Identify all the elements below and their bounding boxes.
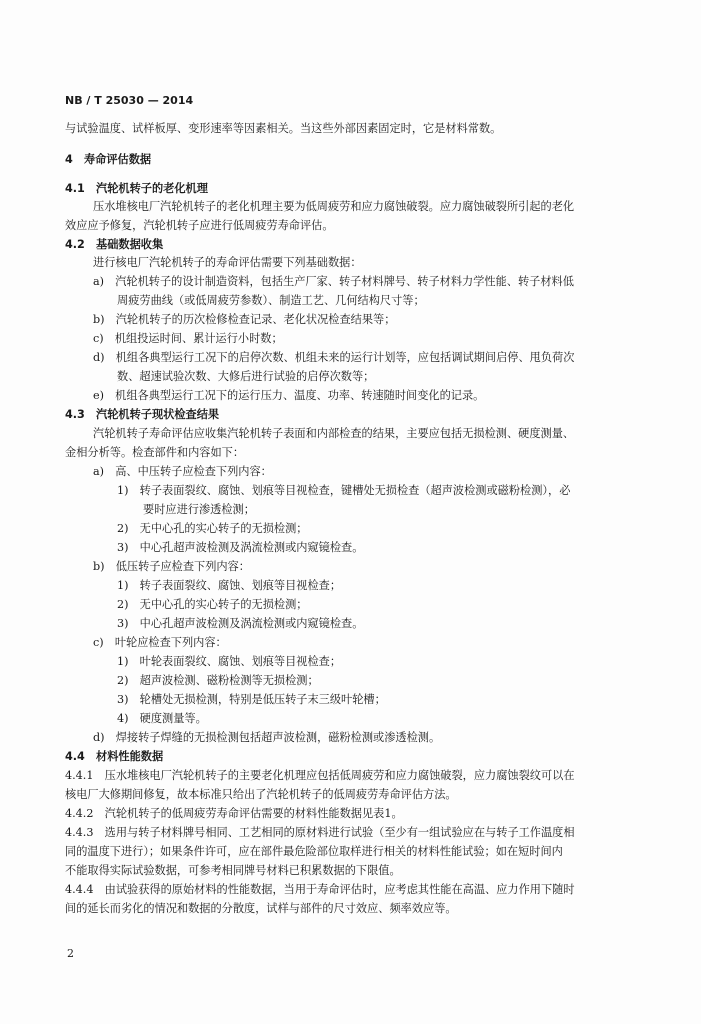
sub-list-item: 1) 转子表面裂纹、腐蚀、划痕等目视检查，键槽处无损检查（超声波检测或磁粉检测），必	[117, 484, 571, 497]
paragraph-line: 压水堆核电厂汽轮机转子的老化机理主要为低周疲劳和应力腐蚀破裂。应力腐蚀破裂所引起的老化	[93, 200, 575, 213]
list-item-continuation: 周疲劳曲线（或低周疲劳参数）、制造工艺、几何结构尺寸等；	[117, 294, 425, 307]
paragraph-line: 与试验温度、试样板厚、变形速率等因素相关。当这些外部因素固定时，它是材料常数。	[65, 122, 502, 135]
sub-list-item: 3) 中心孔超声波检测及涡流检测或内窥镜检查。	[117, 617, 364, 630]
paragraph-line: 核电厂大修期间修复，故本标准只给出了汽轮机转子的低周疲劳寿命评估方法。	[65, 788, 457, 801]
sub-list-item: 2) 无中心孔的实心转子的无损检测；	[117, 598, 308, 611]
sub-list-item: 4) 硬度测量等。	[117, 712, 207, 725]
page-number: 2	[67, 947, 74, 960]
list-item-continuation: 数、超速试验次数、大修后进行试验的启停次数等；	[117, 370, 375, 383]
clause-line: 4.4.1 压水堆核电厂汽轮机转子的主要老化机理应包括低周疲劳和应力腐蚀破裂，应力腐蚀裂纹可以在	[65, 769, 575, 782]
sub-list-item: 2) 超声波检测、磁粉检测等无损检测；	[117, 674, 319, 687]
clause-line: 4.4.3 选用与转子材料牌号相同、工艺相同的原材料进行试验（至少有一组试验应在与转子工作温度相	[65, 826, 575, 839]
sub-list-item: 1) 叶轮表面裂纹、腐蚀、划痕等目视检查；	[117, 655, 342, 668]
list-item: b) 汽轮机转子的历次检修检查记录、老化状况检查结果等；	[93, 313, 396, 326]
paragraph-line: 效应应予修复，汽轮机转子应进行低周疲劳寿命评估。	[65, 219, 334, 232]
sub-list-item: 3) 中心孔超声波检测及涡流检测或内窥镜检查。	[117, 541, 364, 554]
list-item: c) 叶轮应检查下列内容：	[93, 636, 227, 649]
sub-list-item: 2) 无中心孔的实心转子的无损检测；	[117, 522, 308, 535]
sub-list-item: 3) 轮槽处无损检测，特别是低压转子末三级叶轮槽；	[117, 693, 386, 706]
clause-line: 4.4.2 汽轮机转子的低周疲劳寿命评估需要的材料性能数据见表1。	[65, 807, 403, 820]
paragraph-line: 汽轮机转子寿命评估应收集汽轮机转子表面和内部检查的结果，主要应包括无损检测、硬度测量、	[93, 427, 575, 440]
paragraph-line: 间的延长而劣化的情况和数据的分散度，试样与部件的尺寸效应、频率效应等。	[65, 902, 457, 915]
section-heading: 4 寿命评估数据	[65, 153, 152, 166]
list-item: d) 焊接转子焊缝的无损检测包括超声波检测，磁粉检测或渗透检测。	[93, 731, 441, 744]
subsection-heading: 4.2 基础数据收集	[65, 238, 164, 251]
standard-number: NB / T 25030 — 2014	[65, 94, 194, 107]
sub-list-item-continuation: 要时应进行渗透检测；	[143, 503, 255, 516]
list-item: a) 汽轮机转子的设计制造资料，包括生产厂家、转子材料牌号、转子材料力学性能、转子材料低	[93, 275, 574, 288]
paragraph-line: 不能取得实际试验数据，可参考相同牌号材料已积累数据的下限值。	[65, 864, 401, 877]
paragraph-line: 同的温度下进行）；如果条件许可，应在部件最危险部位取样进行相关的材料性能试验；如在短时间内	[65, 845, 563, 858]
list-item: c) 机组投运时间、累计运行小时数；	[93, 332, 283, 345]
list-item: a) 高、中压转子应检查下列内容：	[93, 465, 272, 478]
clause-line: 4.4.4 由试验获得的原始材料的性能数据，当用于寿命评估时，应考虑其性能在高温、应力作用下随时	[65, 883, 575, 896]
list-item: d) 机组各典型运行工况下的启停次数、机组未来的运行计划等，应包括调试期间启停、甩负荷次	[93, 351, 575, 364]
subsection-heading: 4.1 汽轮机转子的老化机理	[65, 182, 208, 195]
sub-list-item: 1) 转子表面裂纹、腐蚀、划痕等目视检查；	[117, 579, 342, 592]
subsection-heading: 4.3 汽轮机转子现状检查结果	[65, 408, 220, 421]
subsection-heading: 4.4 材料性能数据	[65, 750, 164, 763]
paragraph-line: 金相分析等。检查部件和内容如下：	[65, 446, 245, 459]
list-item: b) 低压转子应检查下列内容：	[93, 560, 250, 573]
list-item: e) 机组各典型运行工况下的运行压力、温度、功率、转速随时间变化的记录。	[93, 389, 485, 402]
paragraph-line: 进行核电厂汽轮机转子的寿命评估需要下列基础数据：	[93, 256, 362, 269]
